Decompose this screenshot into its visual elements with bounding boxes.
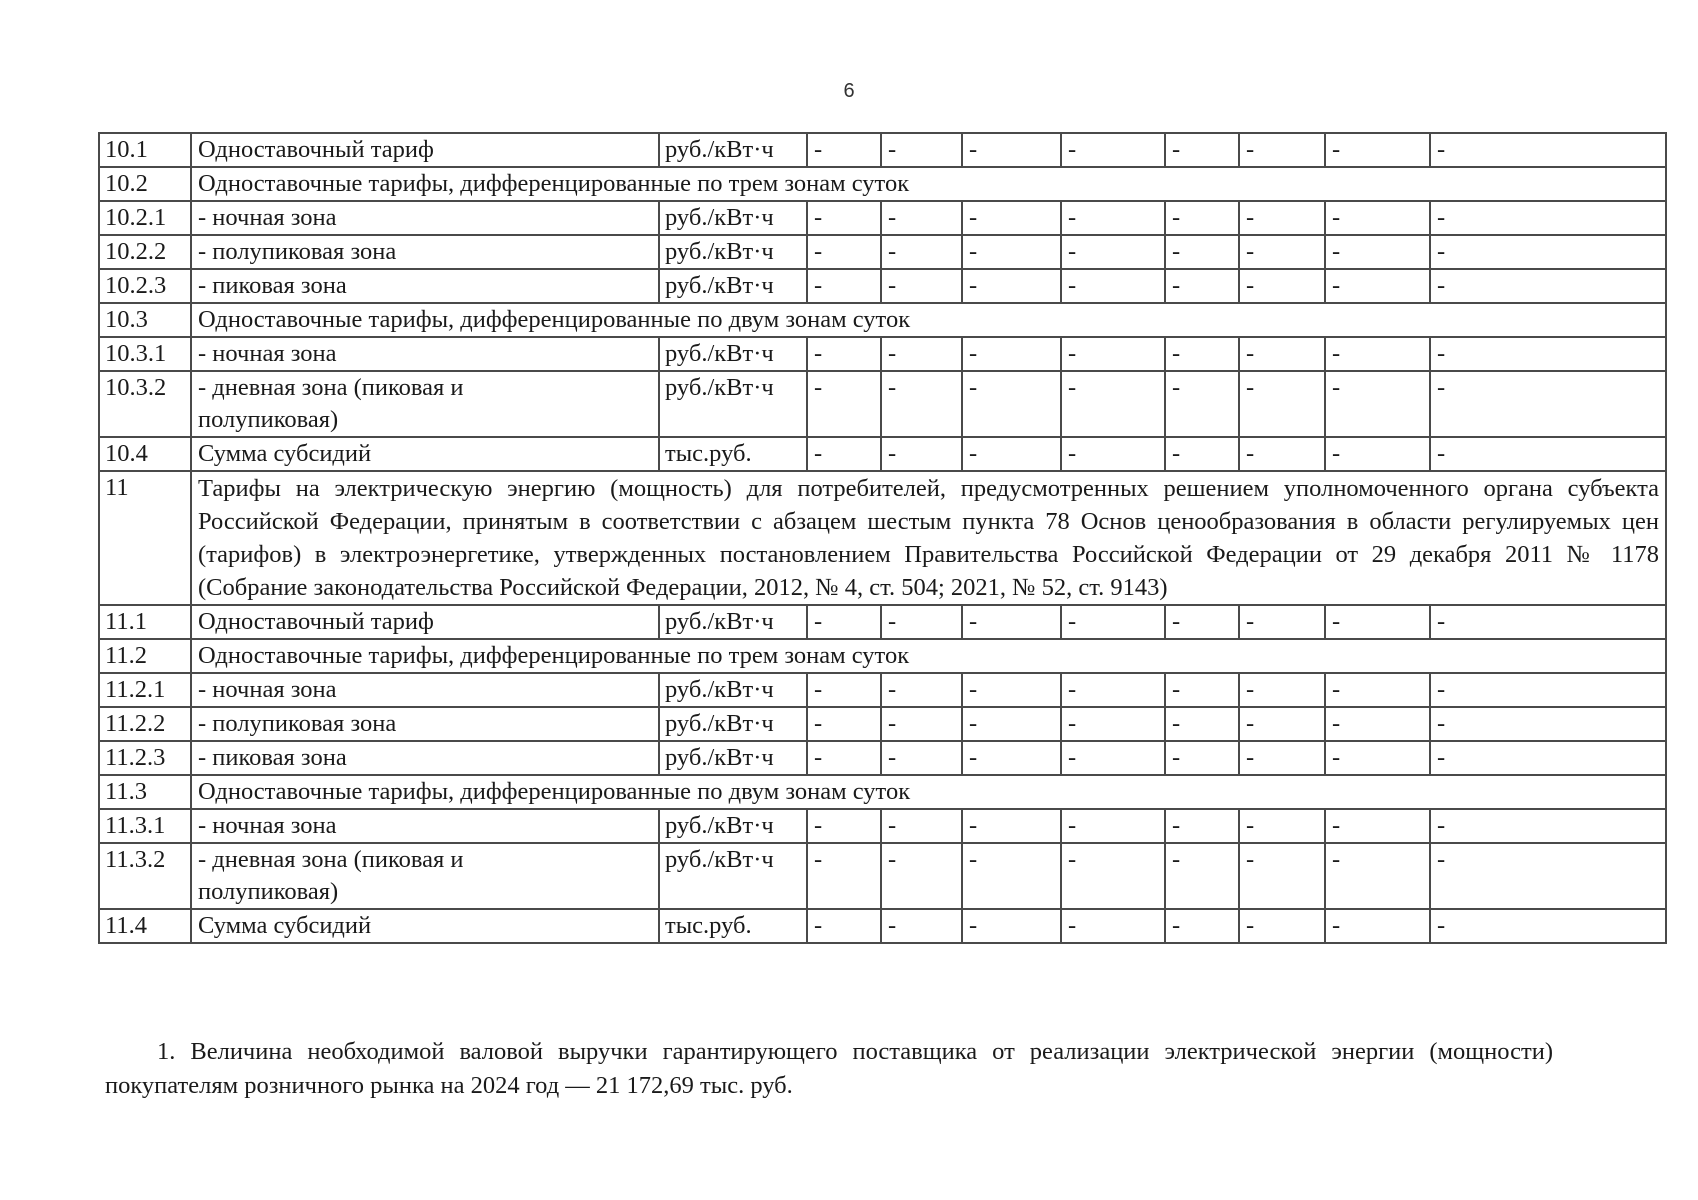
- unit-cell: руб./кВт·ч: [659, 201, 807, 235]
- value-cell: -: [881, 371, 962, 437]
- row-label-line: - дневная зона (пиковая и: [198, 846, 464, 873]
- row-label: Сумма субсидий: [191, 909, 659, 943]
- row-number: 10.3.2: [99, 371, 191, 437]
- value-cell: -: [1061, 843, 1165, 909]
- value-cell: -: [962, 201, 1061, 235]
- row-label: - пиковая зона: [191, 741, 659, 775]
- value-cell: -: [1165, 707, 1239, 741]
- row-label-line: полупиковая): [198, 406, 339, 433]
- value-cell: -: [962, 133, 1061, 167]
- row-number: 10.4: [99, 437, 191, 471]
- value-cell: -: [962, 809, 1061, 843]
- page-number: 6: [843, 80, 855, 102]
- row-number: 10.2.2: [99, 235, 191, 269]
- value-cell: -: [807, 909, 881, 943]
- unit-cell: тыс.руб.: [659, 909, 807, 943]
- value-cell: -: [1165, 269, 1239, 303]
- value-cell: -: [1430, 673, 1666, 707]
- table-row: [99, 809, 1666, 843]
- value-cell: -: [807, 337, 881, 371]
- value-cell: -: [1239, 371, 1325, 437]
- value-cell: -: [1430, 133, 1666, 167]
- row-number: 11.2.1: [99, 673, 191, 707]
- value-cell: -: [1430, 337, 1666, 371]
- value-cell: -: [1061, 235, 1165, 269]
- value-cell: -: [962, 235, 1061, 269]
- table-row: [99, 303, 1666, 337]
- value-cell: -: [1325, 371, 1430, 437]
- value-cell: -: [807, 235, 881, 269]
- value-cell: -: [1061, 371, 1165, 437]
- value-cell: -: [807, 133, 881, 167]
- table-row: [99, 133, 1666, 167]
- value-cell: -: [881, 437, 962, 471]
- row-label: - полупиковая зона: [191, 707, 659, 741]
- value-cell: -: [1239, 605, 1325, 639]
- value-cell: -: [1165, 235, 1239, 269]
- table-row: [99, 371, 1666, 437]
- unit-cell: руб./кВт·ч: [659, 707, 807, 741]
- value-cell: -: [807, 673, 881, 707]
- value-cell: -: [1165, 337, 1239, 371]
- value-cell: -: [962, 909, 1061, 943]
- table-row: [99, 741, 1666, 775]
- value-cell: -: [1165, 605, 1239, 639]
- table-row: [99, 673, 1666, 707]
- unit-cell: тыс.руб.: [659, 437, 807, 471]
- value-cell: -: [1430, 605, 1666, 639]
- value-cell: -: [881, 909, 962, 943]
- value-cell: -: [1325, 235, 1430, 269]
- value-cell: -: [1165, 371, 1239, 437]
- row-number: 11.3.1: [99, 809, 191, 843]
- value-cell: -: [1239, 337, 1325, 371]
- value-cell: -: [1325, 809, 1430, 843]
- unit-cell: руб./кВт·ч: [659, 673, 807, 707]
- value-cell: -: [1165, 741, 1239, 775]
- table-row: [99, 167, 1666, 201]
- value-cell: -: [1325, 673, 1430, 707]
- value-cell: -: [881, 673, 962, 707]
- table-row: [99, 639, 1666, 673]
- value-cell: -: [881, 337, 962, 371]
- table-row: [99, 775, 1666, 809]
- value-cell: -: [1165, 133, 1239, 167]
- value-cell: -: [1325, 909, 1430, 943]
- unit-cell: руб./кВт·ч: [659, 605, 807, 639]
- value-cell: -: [1165, 843, 1239, 909]
- value-cell: -: [1165, 909, 1239, 943]
- unit-cell: руб./кВт·ч: [659, 809, 807, 843]
- table-row: [99, 201, 1666, 235]
- row-label: Одноставочный тариф: [191, 605, 659, 639]
- row-number: 10.3.1: [99, 337, 191, 371]
- value-cell: -: [807, 843, 881, 909]
- value-cell: -: [962, 673, 1061, 707]
- value-cell: -: [881, 201, 962, 235]
- value-cell: -: [1061, 201, 1165, 235]
- row-heading: Одноставочные тарифы, дифференцированные по трем зонам суток: [191, 167, 1666, 201]
- value-cell: -: [807, 707, 881, 741]
- footnote-revenue: 1. Величина необходимой валовой выручки гарантирующего поставщика от реализации электрической энергии (мощности) покупателям розничного рынка на 2024 год — 21 172,69 тыс. руб.: [105, 1037, 1553, 1099]
- value-cell: -: [1165, 437, 1239, 471]
- row-number: 11.4: [99, 909, 191, 943]
- value-cell: -: [1325, 437, 1430, 471]
- value-cell: -: [1061, 337, 1165, 371]
- value-cell: -: [1061, 605, 1165, 639]
- row-label-line: - дневная зона (пиковая и: [198, 374, 464, 401]
- value-cell: -: [881, 741, 962, 775]
- value-cell: -: [1325, 133, 1430, 167]
- value-cell: -: [1239, 909, 1325, 943]
- row-heading: Одноставочные тарифы, дифференцированные по двум зонам суток: [191, 303, 1666, 337]
- value-cell: -: [1325, 337, 1430, 371]
- value-cell: -: [962, 741, 1061, 775]
- value-cell: -: [1430, 371, 1666, 437]
- value-cell: -: [1430, 269, 1666, 303]
- value-cell: -: [1061, 809, 1165, 843]
- unit-cell: руб./кВт·ч: [659, 235, 807, 269]
- row-number: 11.2.3: [99, 741, 191, 775]
- value-cell: -: [881, 843, 962, 909]
- row-number: 11.3: [99, 775, 191, 809]
- row-number: 10.2.3: [99, 269, 191, 303]
- row-number: 11.1: [99, 605, 191, 639]
- value-cell: -: [1061, 437, 1165, 471]
- row-number: 10.1: [99, 133, 191, 167]
- unit-cell: руб./кВт·ч: [659, 843, 807, 909]
- value-cell: -: [1165, 673, 1239, 707]
- value-cell: -: [1061, 741, 1165, 775]
- row-number: 10.2: [99, 167, 191, 201]
- value-cell: -: [962, 707, 1061, 741]
- value-cell: -: [1061, 909, 1165, 943]
- value-cell: -: [1239, 201, 1325, 235]
- row-number: 10.3: [99, 303, 191, 337]
- value-cell: -: [807, 809, 881, 843]
- value-cell: -: [962, 269, 1061, 303]
- table-row: [99, 235, 1666, 269]
- table-row: [99, 437, 1666, 471]
- value-cell: -: [1239, 235, 1325, 269]
- value-cell: -: [881, 133, 962, 167]
- value-cell: -: [962, 605, 1061, 639]
- value-cell: -: [962, 843, 1061, 909]
- value-cell: -: [807, 269, 881, 303]
- unit-cell: руб./кВт·ч: [659, 741, 807, 775]
- value-cell: -: [1325, 741, 1430, 775]
- value-cell: -: [881, 809, 962, 843]
- value-cell: -: [1430, 437, 1666, 471]
- value-cell: -: [1325, 707, 1430, 741]
- value-cell: -: [1165, 809, 1239, 843]
- value-cell: -: [1430, 707, 1666, 741]
- value-cell: -: [881, 235, 962, 269]
- value-cell: -: [1430, 235, 1666, 269]
- row-label: - пиковая зона: [191, 269, 659, 303]
- value-cell: -: [1239, 133, 1325, 167]
- unit-cell: руб./кВт·ч: [659, 371, 807, 437]
- row-number: 11.2.2: [99, 707, 191, 741]
- table-row: [99, 337, 1666, 371]
- value-cell: -: [807, 371, 881, 437]
- row-number: 10.2.1: [99, 201, 191, 235]
- unit-cell: руб./кВт·ч: [659, 269, 807, 303]
- value-cell: -: [807, 605, 881, 639]
- value-cell: -: [881, 605, 962, 639]
- row-label: [191, 843, 659, 909]
- table-row: [99, 605, 1666, 639]
- row-label: - полупиковая зона: [191, 235, 659, 269]
- value-cell: -: [807, 741, 881, 775]
- value-cell: -: [1325, 843, 1430, 909]
- row-heading: Одноставочные тарифы, дифференцированные по двум зонам суток: [191, 775, 1666, 809]
- row-number: 11.3.2: [99, 843, 191, 909]
- row-label: [191, 371, 659, 437]
- value-cell: -: [807, 437, 881, 471]
- section-description: Тарифы на электрическую энергию (мощность) для потребителей, предусмотренных решением уполномоченного органа субъекта Российской Федерации, принятым в соответствии с абзацем шестым пункта 78 Основ ценообразования в области регулируемых цен (тарифов) в электроэнергетике, утвержденных постановлением Правительства Российской Федерации от 29 декабря 2011 № 1178 (Собрание законодательства Российской Федерации, 2012, № 4, ст. 504; 2021, № 52, ст. 9143): [191, 471, 1666, 605]
- value-cell: -: [1325, 269, 1430, 303]
- value-cell: -: [1239, 673, 1325, 707]
- value-cell: -: [807, 201, 881, 235]
- value-cell: -: [1430, 843, 1666, 909]
- value-cell: -: [881, 707, 962, 741]
- value-cell: -: [962, 337, 1061, 371]
- row-label: - ночная зона: [191, 673, 659, 707]
- row-label: Сумма субсидий: [191, 437, 659, 471]
- value-cell: -: [1165, 201, 1239, 235]
- value-cell: -: [1061, 707, 1165, 741]
- unit-cell: руб./кВт·ч: [659, 337, 807, 371]
- value-cell: -: [1061, 673, 1165, 707]
- value-cell: -: [1325, 605, 1430, 639]
- row-label: - ночная зона: [191, 809, 659, 843]
- value-cell: -: [1239, 741, 1325, 775]
- table-row: [99, 909, 1666, 943]
- row-label: - ночная зона: [191, 201, 659, 235]
- value-cell: -: [962, 437, 1061, 471]
- value-cell: -: [1430, 909, 1666, 943]
- value-cell: -: [881, 269, 962, 303]
- value-cell: -: [1239, 437, 1325, 471]
- row-label: Одноставочный тариф: [191, 133, 659, 167]
- row-number: 11: [99, 471, 191, 605]
- value-cell: -: [1430, 201, 1666, 235]
- value-cell: -: [1239, 269, 1325, 303]
- value-cell: -: [1061, 133, 1165, 167]
- table-row: [99, 269, 1666, 303]
- value-cell: -: [1239, 809, 1325, 843]
- tariff-table: [98, 132, 1667, 944]
- row-number: 11.2: [99, 639, 191, 673]
- value-cell: -: [1239, 707, 1325, 741]
- table-row: [99, 843, 1666, 909]
- row-heading: Одноставочные тарифы, дифференцированные по трем зонам суток: [191, 639, 1666, 673]
- value-cell: -: [1239, 843, 1325, 909]
- value-cell: -: [1430, 741, 1666, 775]
- value-cell: -: [1061, 269, 1165, 303]
- table-row: [99, 707, 1666, 741]
- value-cell: -: [1430, 809, 1666, 843]
- row-label: - ночная зона: [191, 337, 659, 371]
- row-label-line: полупиковая): [198, 878, 339, 905]
- unit-cell: руб./кВт·ч: [659, 133, 807, 167]
- table-row: [99, 471, 1666, 605]
- value-cell: -: [1325, 201, 1430, 235]
- value-cell: -: [962, 371, 1061, 437]
